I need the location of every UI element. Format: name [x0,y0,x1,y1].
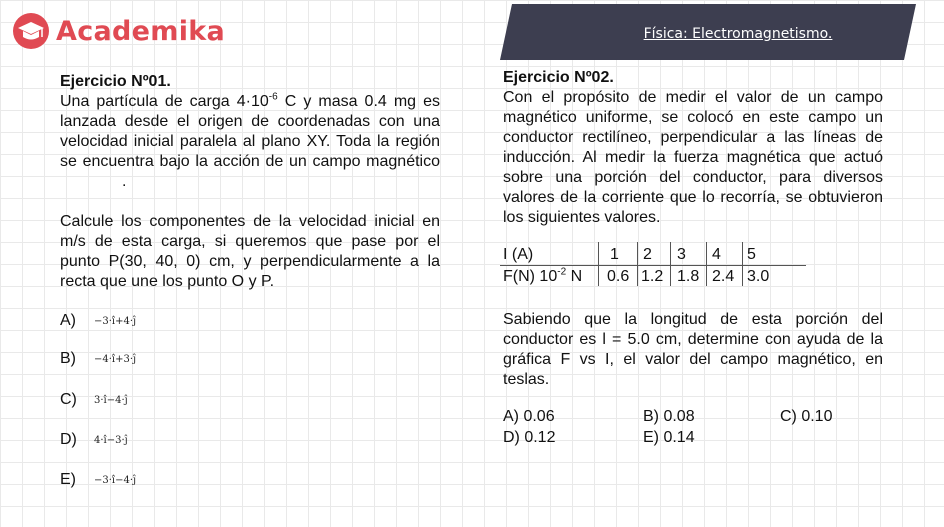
answer-a[interactable]: A) 0.06 [503,408,555,425]
exercise-1-statement [60,92,440,192]
option-expression: −3·î+4·ĵ [94,315,137,327]
table-divider [742,242,743,286]
ex1-p1-sup: -6 [268,91,278,103]
option-b[interactable] [60,350,136,368]
option-letter: B) [60,350,76,367]
table-cell: 0.6 [607,268,630,285]
answer-d[interactable]: D) 0.12 [503,429,556,446]
option-expression: −3·î−4·ĵ [94,474,137,486]
exercise-1-title: Ejercicio Nº01. [60,73,171,90]
table-header-force [503,266,582,288]
banner-title: Física: Electromagnetismo. [643,26,833,42]
brand-name: Academika [56,15,226,47]
exercise-2-question: Sabiendo que la longitud de esta porción del conductor es l = 5.0 cm, determine con ayuda de la gráfica F vs I, el valor del campo magnético, en teslas. [503,311,883,388]
graduation-cap-icon [12,12,50,50]
table-header-current: I (A) [503,246,534,263]
exercise-2-title: Ejercicio Nº02. [503,69,614,86]
table-divider [637,242,638,286]
option-letter: A) [60,312,76,329]
option-expression: −4·î+3·ĵ [94,353,137,365]
table-cell: 2 [643,246,652,263]
exercise-1-question: Calcule los componentes de la velocidad inicial en m/s de esta carga, si queremos que pase por el punto P(30, 40, 0) cm, y perpendicularmente a la recta que une los punto O y P. [60,213,440,290]
table-cell: 1 [610,246,619,263]
brand-logo [12,12,225,50]
option-letter: D) [60,431,77,448]
table-cell: 4 [712,246,721,263]
answer-b[interactable]: B) 0.08 [643,408,695,425]
option-e[interactable] [60,471,136,489]
table-divider [500,265,806,266]
table-cell: 3.0 [747,268,770,285]
table-divider [706,242,707,286]
ex1-p1-end: . [122,173,127,190]
option-d[interactable] [60,431,128,449]
ex1-p1-a: Una partícula de carga 4·10 [60,93,269,110]
table-divider [598,242,599,286]
answer-e[interactable]: E) 0.14 [643,429,695,446]
force-label-b: N [566,268,583,285]
table-divider [670,242,671,286]
exercise-2-statement: Con el propósito de medir el valor de un campo magnético uniforme, se colocó en este campo un conductor rectilíneo, perpendicular a las líneas de inducción. Al medir la fuerza magnética que actuó sobre una porción del conductor, para diversos valores de la corriente que lo recorría, se obtuvieron los siguientes valores. [503,89,883,226]
option-expression: 3·î−4·ĵ [94,394,128,406]
topic-banner [500,4,920,60]
table-cell: 2.4 [712,268,735,285]
ex1-p1-b: C y masa 0.4 mg es lanzada desde el origen de coordenadas con una velocidad inicial paralela al plano XY. Toda la región se encuentra bajo la acción de un campo magnético [60,93,441,170]
option-a[interactable] [60,312,136,330]
force-label-a: F(N) 10 [503,268,558,285]
force-label-sup: -2 [557,266,567,278]
option-letter: C) [60,391,77,408]
table-cell: 1.2 [641,268,664,285]
option-letter: E) [60,471,76,488]
answer-c[interactable]: C) 0.10 [780,408,833,425]
table-cell: 3 [677,246,686,263]
table-cell: 5 [747,246,756,263]
table-cell: 1.8 [677,268,700,285]
option-c[interactable] [60,391,128,409]
option-expression: 4·î−3·ĵ [94,434,128,446]
